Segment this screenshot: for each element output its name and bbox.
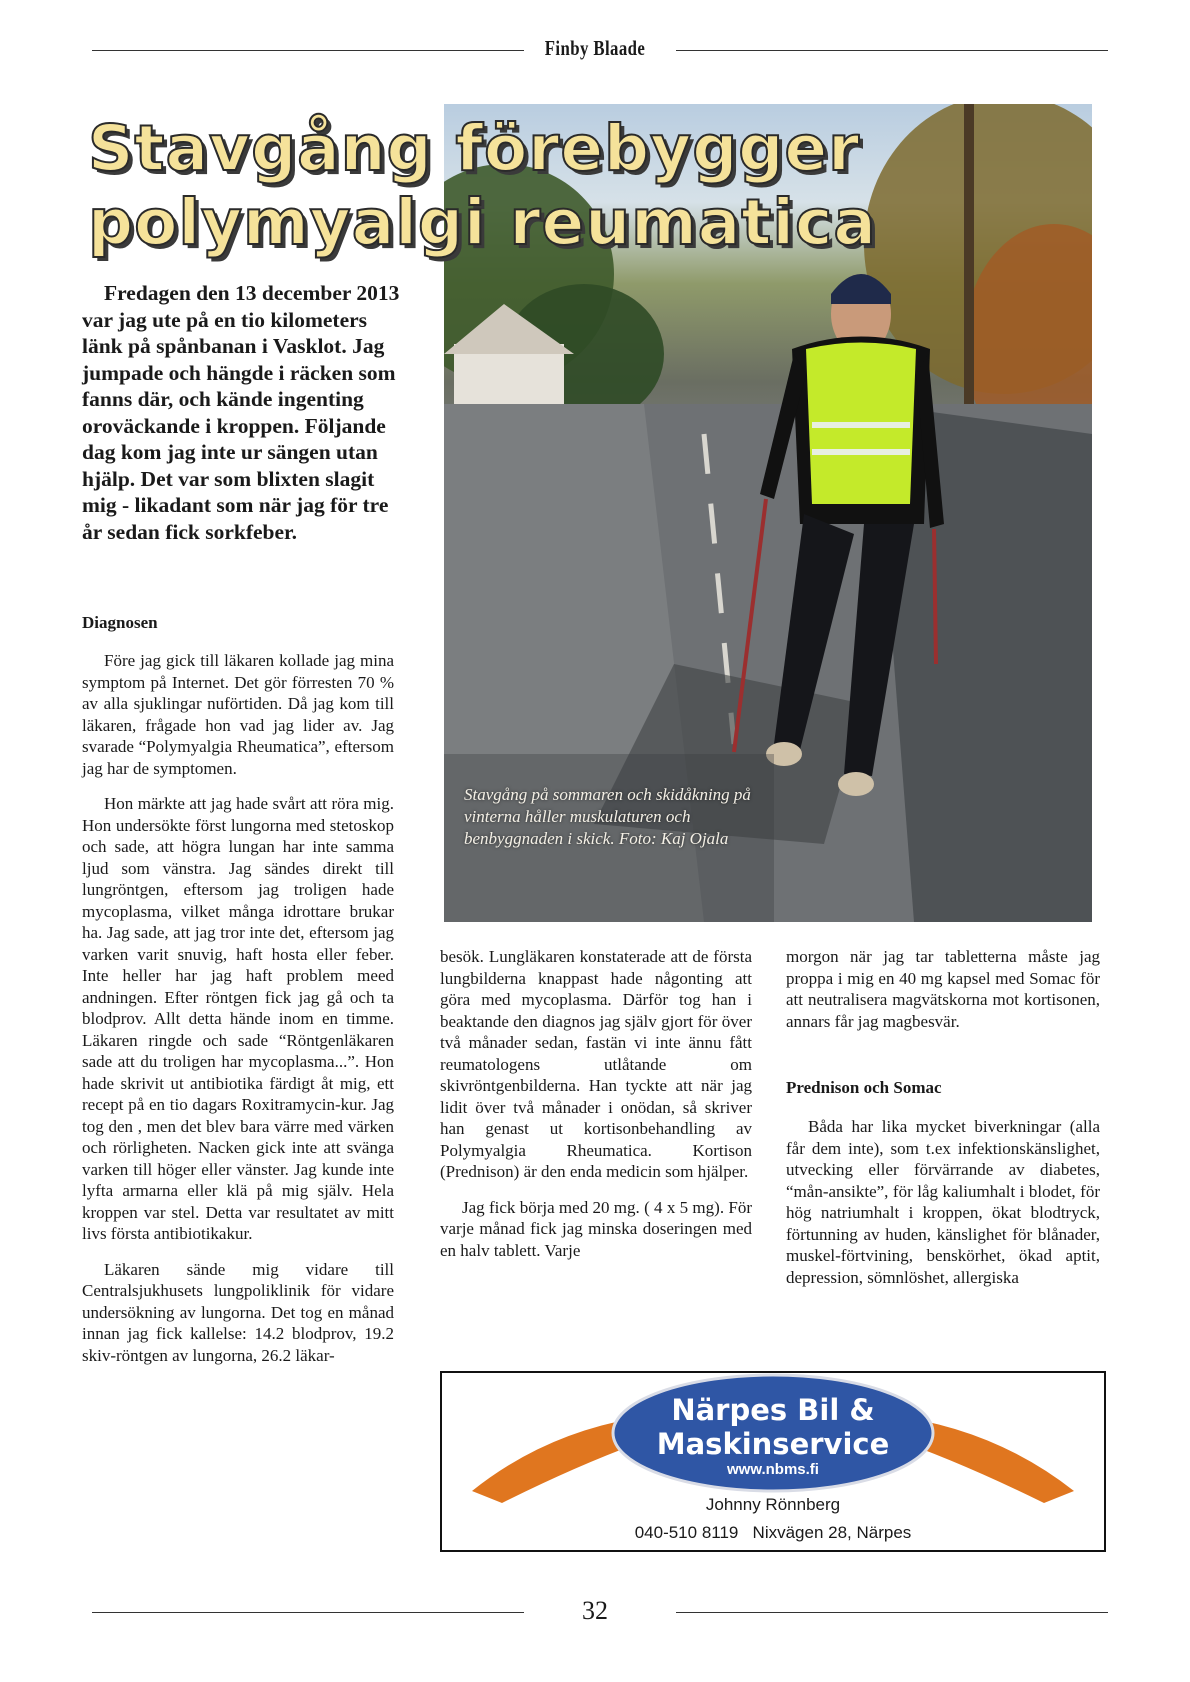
publication-name: Finby Blaade	[544, 36, 646, 60]
ad-url[interactable]: www.nbms.fi	[727, 1461, 819, 1478]
advertisement	[440, 1371, 1106, 1552]
ad-contact-info: 040-510 8119 Nixvägen 28, Närpes	[634, 1523, 912, 1542]
photo-caption: Stavgång på sommaren och skidåkning på vinterna håller muskulaturen och benbyggnaden i skick. Foto: Kaj Ojala	[464, 785, 751, 848]
headline-line-1: Stavgång förebygger	[88, 112, 861, 185]
column-3-continued	[786, 1116, 1100, 1302]
ad-title-line-2: Maskinservice	[656, 1427, 890, 1461]
col1-paragraph-3: Läkaren sände mig vidare till Centralsjukhusets lungpoliklinik för vidare undersökning av lungorna. Det tog en månad innan jag fick kallelse: 14.2 blodprov, 19.2 skiv-röntgen av lungorna, 26.2 läkar-	[82, 1259, 394, 1365]
ad-title-line-1: Närpes Bil &	[671, 1393, 875, 1427]
ad-company-name	[628, 1393, 918, 1461]
subhead-prednison: Prednison och Somac	[786, 1078, 942, 1097]
column-1	[82, 650, 394, 1380]
lead-paragraph: Fredagen den 13 december 2013 var jag ute på en tio kilometers länk på spånbanan i Vasklot. Jag jumpade och hängde i räcken som fanns där, och kände ingenting oroväckande i kroppen. Följande dag kom jag inte ur sängen utan hjälp. Det var som blixten slagit mig - likadant som när jag för tre år sedan fick sorkfeber.	[82, 281, 400, 544]
subhead-diagnosen: Diagnosen	[82, 613, 158, 632]
col2-paragraph-2: Jag fick börja med 20 mg. ( 4 x 5 mg). För varje månad fick jag minska doseringen med en halv tablett. Varje	[440, 1197, 752, 1260]
col3-paragraph-2: Båda har lika mycket biverkningar (alla får dem inte), som t.ex infektionskänslighet, utvecking eller förvärrande av diabetes, “mån-ansikte”, för låg kaliumhalt i blodet, för hög natriumhalt i kroppen, ökat blodtryck, förtunning av huden, känslighet för blånader, muskel-förtvining, benskörhet, ökad aptit, depression, sömnlöshet, allergiska	[786, 1117, 1100, 1287]
col3-paragraph-1: morgon när jag tar tabletterna måste jag proppa i mig en 40 mg kapsel med Somac för att neutralisera magvätskorna mot kortisonen, annars får jag magbesvär.	[786, 947, 1100, 1031]
article-lead	[82, 280, 408, 545]
column-2	[440, 946, 752, 1275]
col1-paragraph-1: Före jag gick till läkaren kollade jag mina symptom på Internet. Det gör förresten 70 % av alla sjuklingar nuförtiden. Då jag kom till läkaren, frågade hon vad jag lider av. Jag svarade “Polymyalgia Rheumatica”, eftersom jag har de symptomen.	[82, 651, 394, 778]
column-3	[786, 946, 1100, 1046]
article-headline	[88, 112, 988, 260]
col1-paragraph-2: Hon märkte att jag hade svårt att röra mig. Hon undersökte först lungorna med stetoskop och sade, att högra lungan har inte samma ljud som vänstra. Jag sändes direkt till lungröntgen, eftersom jag troligen hade mycoplasma, vilket många idrottare brukar ha. Jag sade, att jag tror inte det, eftersom jag varken varit snuvig, haft hosta eller feber. Inte heller har jag haft problem meed andningen. Efter röntgen fick jag gå och ta blodprov. Allt detta hände inom en timme. Läkaren ringde och sade “Röntgenläkaren sade att du troligen har mycoplasma...”. Hon hade skrivit ut antibiotika färdigt åt mig, ett recept på en tio dagars Roxitramycin-kur. Jag tog den , men det blev bara värre med värken och rörligheten. Nacken gick inte att svänga varken till höger eller vänster. Jag kunde inte lyfta armarna eller klä på mig själv. Hela kroppen var stel. Detta var resultatet av mitt livs första antibiotikakur.	[82, 794, 394, 1243]
ad-contact-person: Johnny Rönnberg	[705, 1495, 841, 1514]
col2-paragraph-1: besök. Lungläkaren konstaterade att de första lungbilderna knappast hade någonting att göra med mycoplasma. Därför tog han i beaktande den diagnos jag själv gjort för över två månader sedan, fastän vi inte ännu fått reumatologens utlåtande om skivröntgenbilderna. Han tyckte att när jag lidit över två månader i onödan, så skriver han genast ut kortisonbehandling av Polymyalgia Rheumatica. Kortison (Prednison) är den enda medicin som hjälper.	[440, 947, 752, 1181]
page-number: 32	[582, 1596, 608, 1625]
headline-line-2: polymyalgi reumatica	[88, 186, 877, 259]
